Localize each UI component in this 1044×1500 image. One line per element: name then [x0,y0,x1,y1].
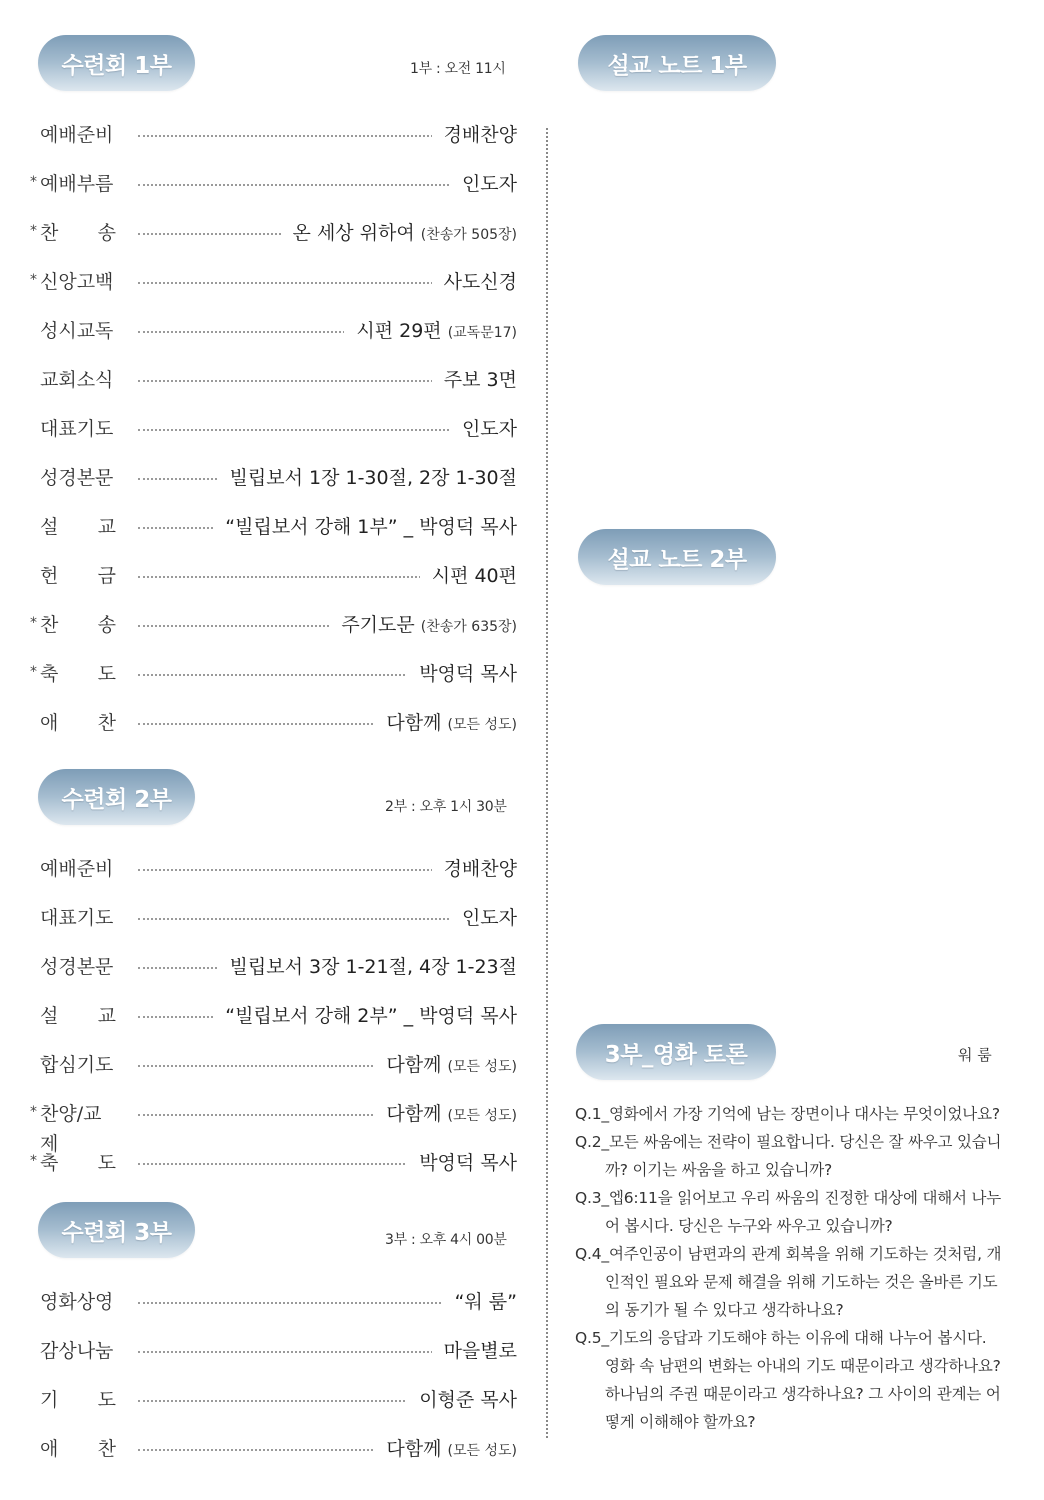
order-value [443,1287,517,1317]
part1-time: 1부 : 오전 11시 [410,61,506,77]
order-label-char: 금 [97,565,116,587]
part3-time: 3부 : 오후 4시 00분 [385,1232,507,1248]
order-value-text: “빌립보서 강해 1부” _ 박영덕 목사 [225,516,517,538]
order-label [30,903,138,933]
order-label [30,1287,138,1317]
order-value [218,952,517,982]
question-4: Q.4_여주인공이 남편과의 관계 회복을 위해 기도하는 것처럼, 개인적인 필요와 문제 해결을 위해 기도하는 것은 올바른 기도의 동기가 될 수 있다고 생각하나요? [575,1245,1002,1319]
order-label [30,610,138,640]
sermon-note1-pill: 설교 노트 1부 [578,35,776,91]
order-value-text: 다함께 [386,1103,448,1125]
order-label-text: 예배부름 [40,173,114,195]
order-label-text [40,1148,116,1178]
order-value-text: 인도자 [461,173,517,195]
order-value-note: (찬송가 635장) [420,619,517,635]
part1-title-pill: 수련회 1부 [38,35,195,91]
order-value-text: 사도신경 [443,271,517,293]
order-label [30,659,138,689]
order-value [432,365,517,395]
order-value [420,561,517,591]
order-label [30,1001,138,1031]
order-value-text: 이형준 목사 [419,1389,517,1411]
part3-title-pill: 수련회 3부 [38,1202,195,1258]
part2-title-pill: 수련회 2부 [38,769,195,825]
order-label-text: 예배준비 [40,858,114,880]
order-label [30,1434,138,1464]
order-value-text: 시편 40편 [431,565,517,587]
order-row [30,659,517,689]
order-label-char: 설 [40,1005,59,1027]
order-value-text: 빌립보서 3장 1-21절, 4장 1-23절 [229,956,517,978]
order-value-text: 주기도문 [341,614,421,636]
order-row [30,1434,517,1464]
order-row [30,952,517,982]
order-value [432,1336,517,1366]
order-value [432,854,517,884]
order-value-text: 빌립보서 1장 1-30절, 2장 1-30절 [229,467,517,489]
order-value-note: (모든 성도) [447,1443,517,1459]
order-value [329,610,517,640]
order-value-text: 경배찬양 [443,858,517,880]
order-label-text: 대표기도 [40,907,114,929]
order-row [30,610,517,640]
order-label-char: 도 [97,1152,116,1174]
order-value [432,267,517,297]
order-value [450,414,517,444]
order-label-char: 찬 [40,614,59,636]
order-label-text: 성경본문 [40,467,114,489]
order-value-text: “빌립보서 강해 2부” _ 박영덕 목사 [225,1005,517,1027]
standing-mark: * [30,223,37,239]
order-row [30,1287,517,1317]
order-label-text [40,1385,116,1415]
order-label-text [40,561,116,591]
order-label [30,267,138,297]
order-label-text: 신앙고백 [40,271,114,293]
order-row [30,903,517,933]
order-label-char: 축 [40,663,59,685]
order-value-note: (찬송가 505장) [420,227,517,243]
standing-mark: * [30,1153,37,1169]
order-value [374,1099,517,1129]
order-label [30,512,138,542]
order-row [30,1336,517,1366]
order-value-note: (교독문17) [447,325,517,341]
order-value [407,1385,517,1415]
standing-mark: * [30,615,37,631]
order-value-text: 다함께 [386,712,448,734]
order-value-text: 마을별로 [443,1340,517,1362]
order-value-text: 시편 29편 [356,320,448,342]
order-label-text: 영화상영 [40,1291,114,1313]
order-value-text: 다함께 [386,1438,448,1460]
order-value [432,120,517,150]
order-label-text: 성경본문 [40,956,114,978]
order-label-text [40,218,116,248]
order-value-text: 박영덕 목사 [419,663,517,685]
order-value-text: “워 룸” [454,1291,517,1313]
order-label-text: 찬양/교제 [40,1103,102,1155]
order-label-text [40,708,116,738]
order-row [30,463,517,493]
order-label-text: 예배준비 [40,124,114,146]
discussion-questions [575,1100,1005,1436]
order-row [30,1148,517,1178]
question-3: Q.3_엡6:11을 읽어보고 우리 싸움의 진정한 대상에 대해서 나누어 봅시다. 당신은 누구와 싸우고 있습니까? [575,1189,1002,1235]
order-label [30,120,138,150]
standing-mark: * [30,1104,37,1120]
order-row [30,561,517,591]
order-label-text [40,659,116,689]
order-label-text: 성시교독 [40,320,114,342]
order-label [30,365,138,395]
order-value-note: (모든 성도) [447,1108,517,1124]
order-value [374,1050,517,1080]
order-row [30,708,517,738]
order-label [30,218,138,248]
order-label-char: 송 [97,614,116,636]
order-label-text: 감상나눔 [40,1340,114,1362]
order-value-note: (모든 성도) [447,717,517,733]
order-label-char: 애 [40,1438,59,1460]
order-label [30,1385,138,1415]
part2-time: 2부 : 오후 1시 30분 [385,799,507,815]
movie-title: 워 룸 [958,1046,992,1064]
order-label-text: 대표기도 [40,418,114,440]
order-value-text: 경배찬양 [443,124,517,146]
order-value [407,659,517,689]
order-label [30,414,138,444]
order-value [213,512,517,542]
order-value [374,708,517,738]
question-1: Q.1_영화에서 가장 기억에 남는 장면이나 대사는 무엇이었나요? [575,1105,1000,1123]
order-value-text: 다함께 [386,1054,448,1076]
order-label-text: 합심기도 [40,1054,114,1076]
standing-mark: * [30,174,37,190]
question-2: Q.2_모든 싸움에는 전략이 필요합니다. 당신은 잘 싸우고 있습니까? 이기는 싸움을 하고 있습니까? [575,1133,1002,1179]
order-label-char: 설 [40,516,59,538]
order-value-text: 주보 3면 [443,369,517,391]
movie-discussion-pill: 3부_영화 토론 [576,1024,776,1080]
order-label-char: 찬 [97,1438,116,1460]
order-row [30,1099,517,1155]
order-label [30,1099,138,1155]
order-label [30,463,138,493]
order-label-char: 도 [97,663,116,685]
order-label [30,854,138,884]
order-label-char: 헌 [40,565,59,587]
order-value-text: 온 세상 위하여 [292,222,421,244]
order-label-char: 송 [97,222,116,244]
order-row [30,365,517,395]
order-label [30,708,138,738]
order-label-text [40,1001,116,1031]
order-label [30,952,138,982]
order-label-text [40,512,116,542]
order-label-char: 교 [97,1005,116,1027]
order-value [450,903,517,933]
order-label-char: 찬 [40,222,59,244]
order-value [213,1001,517,1031]
order-value-text: 인도자 [461,418,517,440]
order-value [450,169,517,199]
order-label-char: 교 [97,516,116,538]
order-value [218,463,517,493]
order-label [30,1050,138,1080]
order-value [407,1148,517,1178]
order-value-text: 박영덕 목사 [419,1152,517,1174]
order-label-text [40,1434,116,1464]
order-label-char: 찬 [97,712,116,734]
order-label [30,1336,138,1366]
order-row [30,267,517,297]
order-row [30,120,517,150]
order-row [30,316,517,346]
sermon-note2-pill: 설교 노트 2부 [578,529,776,585]
order-label-char: 애 [40,712,59,734]
order-row [30,1050,517,1080]
order-label [30,169,138,199]
order-label [30,316,138,346]
order-row [30,512,517,542]
order-row [30,169,517,199]
column-divider [546,128,548,1438]
order-row [30,218,517,248]
order-row [30,1385,517,1415]
order-row [30,1001,517,1031]
order-value [344,316,517,346]
order-label-char: 축 [40,1152,59,1174]
order-label-text: 교회소식 [40,369,114,391]
order-row [30,414,517,444]
order-label-char: 도 [97,1389,116,1411]
standing-mark: * [30,272,37,288]
order-label-char: 기 [40,1389,59,1411]
order-value-note: (모든 성도) [447,1059,517,1075]
order-label [30,561,138,591]
order-value [281,218,517,248]
question-5: Q.5_기도의 응답과 기도해야 하는 이유에 대해 나누어 봅시다. 영화 속 남편의 변화는 아내의 기도 때문이라고 생각하나요? 하나님의 주권 때문이라고 생각하나요? 그 사이의 관계는 어떻게 이해해야 할까요? [575,1329,1001,1431]
order-label [30,1148,138,1178]
order-row [30,854,517,884]
order-value [374,1434,517,1464]
order-value-text: 인도자 [461,907,517,929]
order-label-text [40,610,116,640]
standing-mark: * [30,664,37,680]
